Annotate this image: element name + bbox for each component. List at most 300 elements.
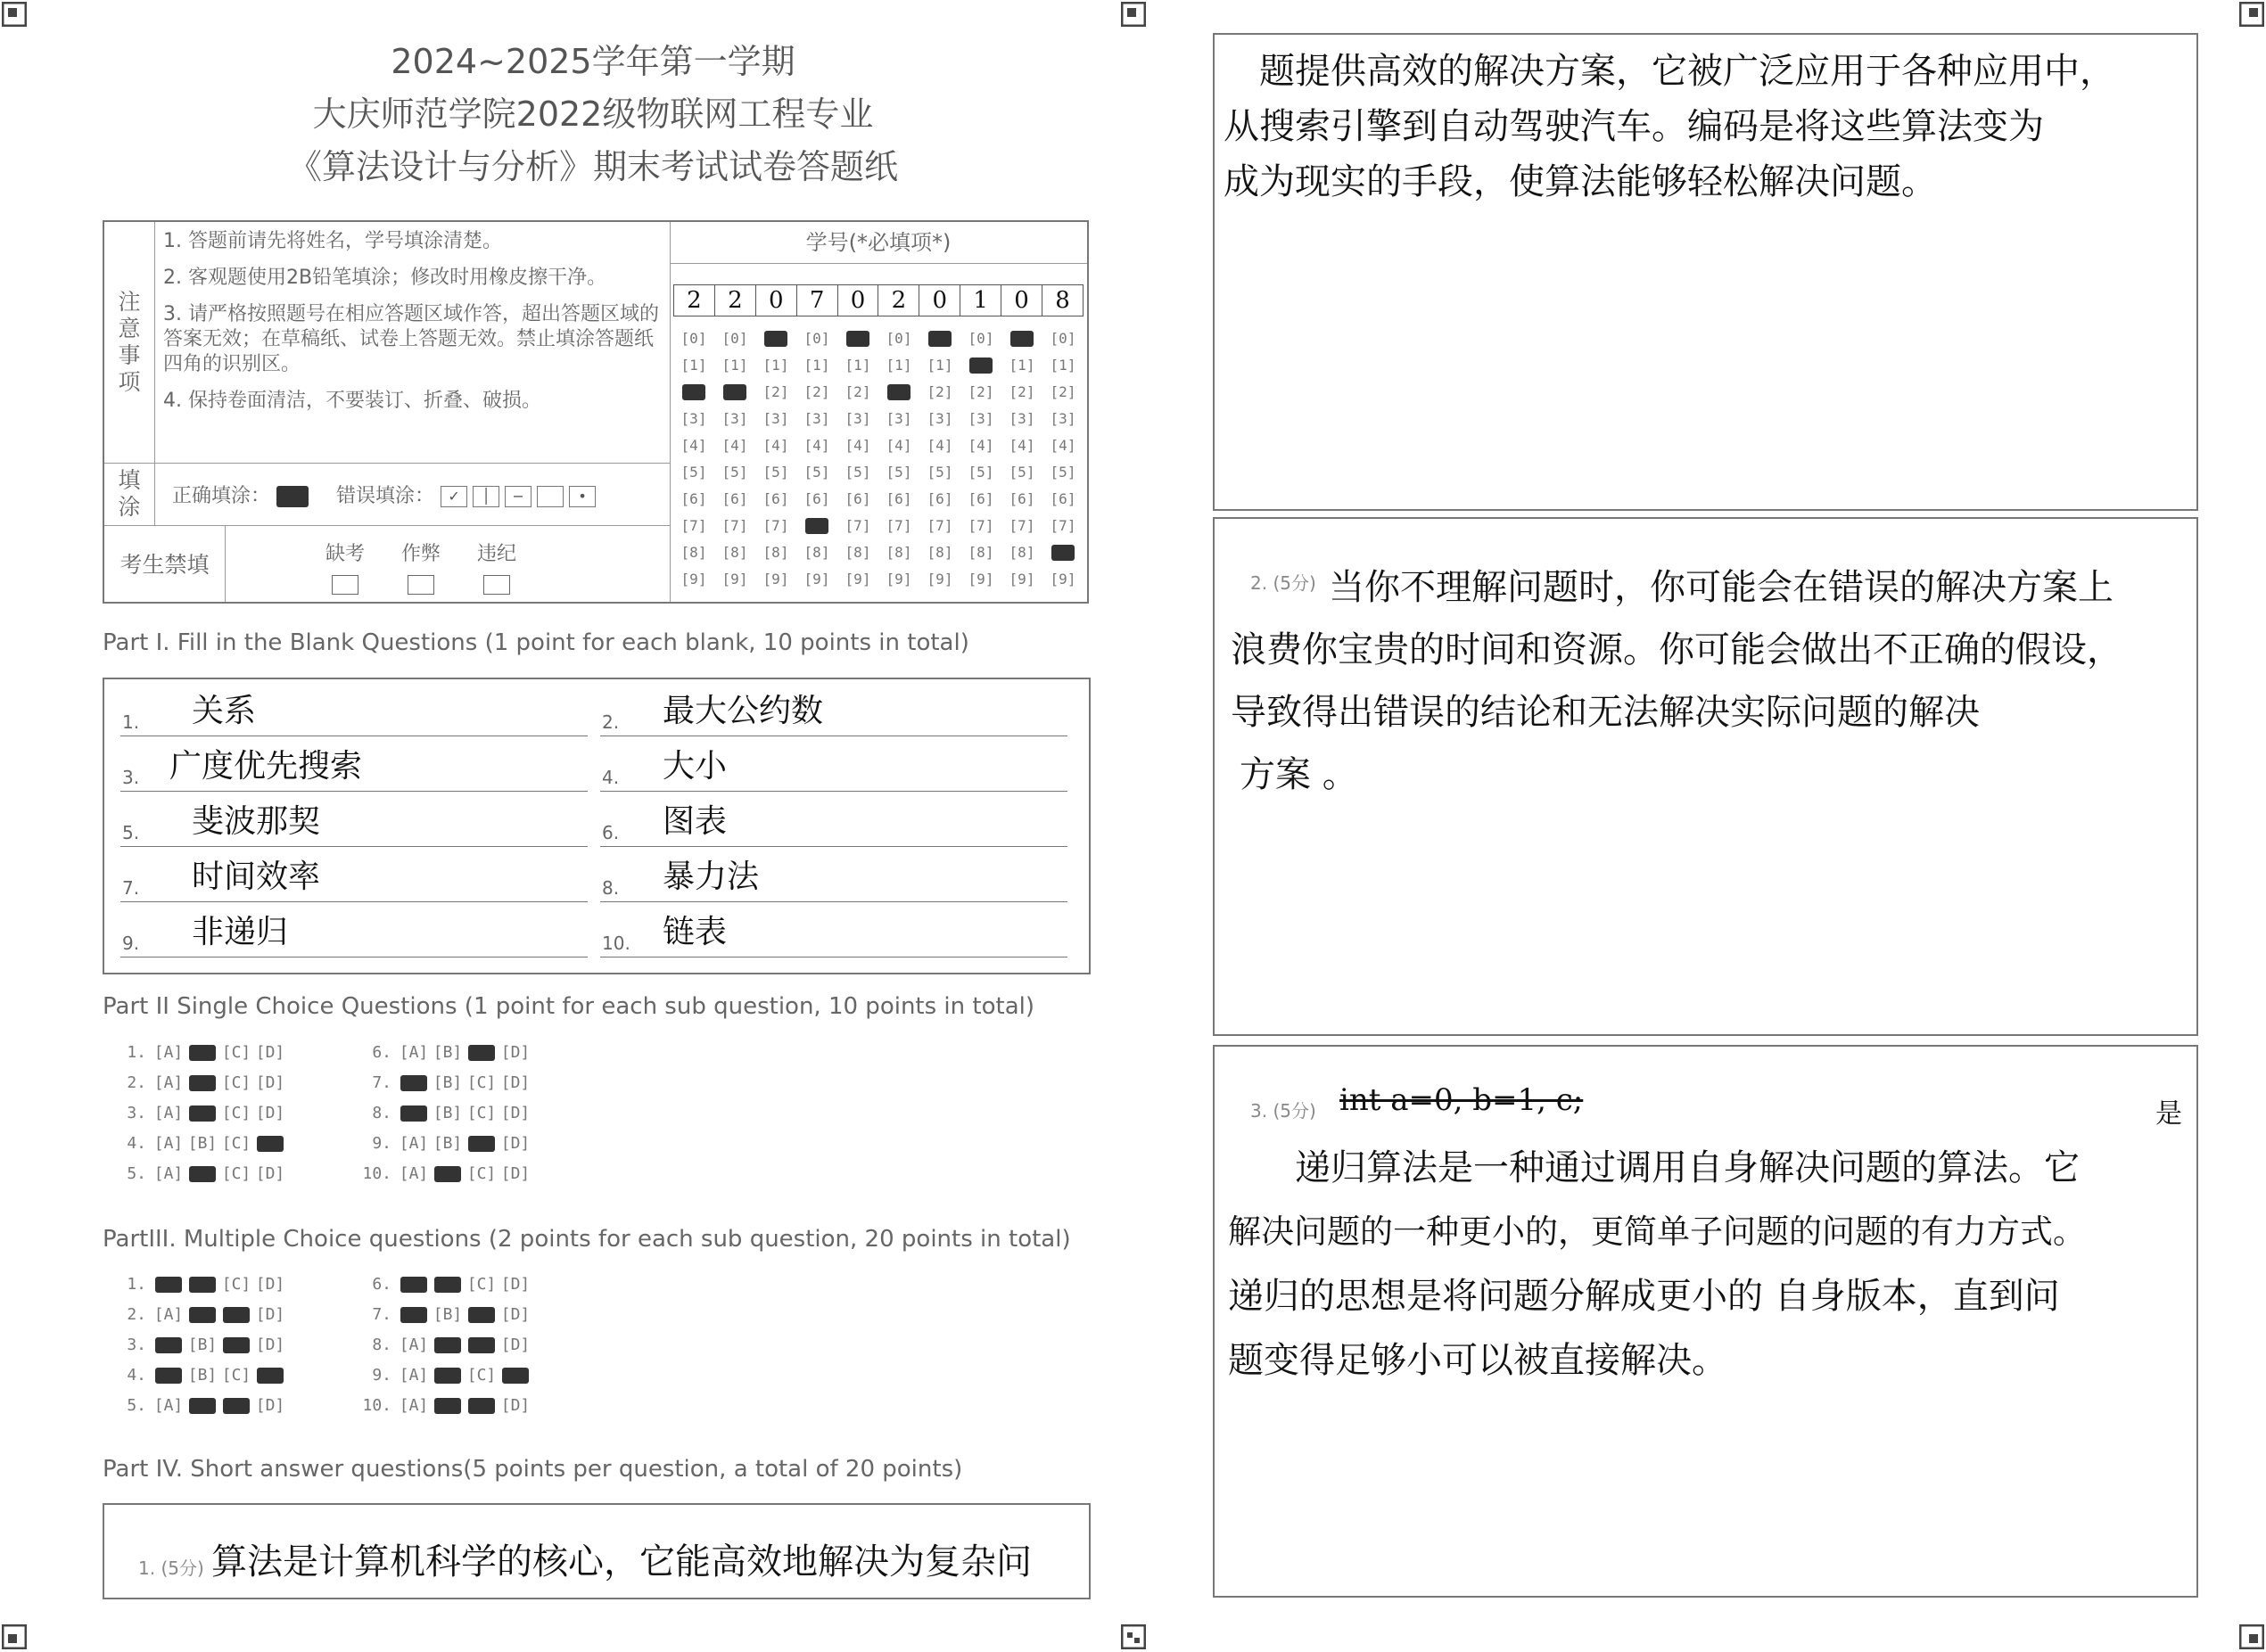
filled-bubble-icon [189, 1105, 216, 1122]
filled-bubble-icon [189, 1166, 216, 1182]
choice-bubble[interactable]: [D] [500, 1275, 531, 1294]
q3-box [1213, 1045, 2198, 1598]
student-id-digit: 1 [960, 285, 1001, 316]
blank-answer-row [120, 742, 588, 795]
student-id-bubble[interactable]: [2] [845, 382, 871, 400]
choice-bubble[interactable]: [A] [153, 1073, 184, 1092]
student-id-bubble[interactable]: [7] [927, 516, 953, 534]
filled-bubble-icon [434, 1277, 461, 1293]
student-id-bubble[interactable]: [5] [1050, 463, 1076, 481]
choice-bubble[interactable]: [A] [153, 1104, 184, 1122]
student-id-bubble[interactable]: [7] [680, 516, 707, 534]
wrong-fill-label: 错误填涂： [336, 485, 435, 507]
choice-question-row [361, 1305, 532, 1324]
choice-bubble-filled[interactable] [185, 1396, 219, 1415]
student-id-bubble[interactable]: [9] [762, 570, 789, 588]
choice-bubble-filled[interactable] [185, 1164, 219, 1183]
blank-underline [600, 957, 1067, 958]
student-id-bubble-filled[interactable] [919, 325, 960, 351]
student-id-bubble[interactable]: [0] [803, 329, 830, 347]
choice-bubble-filled[interactable] [431, 1164, 465, 1183]
part3-title: PartIII. Multiple Choice questions (2 points for each sub question, 20 points in total) [103, 1226, 1071, 1253]
student-id-bubble[interactable]: [0] [680, 329, 707, 347]
filled-bubble-icon [276, 486, 309, 507]
choice-bubble[interactable]: [A] [153, 1305, 184, 1324]
choice-question-row [116, 1134, 287, 1153]
choice-bubble-filled[interactable] [219, 1336, 253, 1354]
choice-bubble-filled[interactable] [397, 1073, 431, 1092]
student-id-bubble[interactable]: [7] [762, 516, 789, 534]
choice-bubble[interactable]: [D] [255, 1104, 285, 1122]
notices-list [163, 229, 663, 425]
filled-bubble-icon [434, 1166, 461, 1182]
filled-bubble-icon [155, 1368, 182, 1384]
filled-bubble-icon [189, 1277, 216, 1293]
student-id-bubble[interactable]: [8] [968, 543, 994, 561]
part4-q1-box [103, 1503, 1091, 1599]
blank-answer-row [120, 797, 588, 851]
student-id-bubble[interactable]: [3] [680, 409, 707, 427]
filled-bubble-icon [1051, 545, 1075, 561]
choice-bubble[interactable]: [D] [500, 1134, 531, 1153]
notice-item: 1. 答题前请先将姓名，学号填涂清楚。 [163, 230, 502, 252]
blank-answer-text: 关系 [192, 693, 257, 729]
choice-bubble-filled[interactable] [431, 1366, 465, 1385]
exam-term: 2024~2025学年第一学期 [391, 42, 795, 81]
student-id-bubble[interactable]: [9] [968, 570, 994, 588]
student-id-digit: 2 [878, 285, 919, 316]
choice-bubble[interactable]: [A] [153, 1043, 184, 1062]
choice-bubble[interactable]: [C] [466, 1104, 497, 1122]
blank-underline [600, 846, 1067, 847]
choice-bubble[interactable]: [A] [399, 1396, 429, 1415]
student-id-bubble[interactable]: [3] [1050, 409, 1076, 427]
choice-question-row [116, 1336, 287, 1354]
choice-bubble[interactable]: [A] [399, 1164, 429, 1183]
filled-bubble-icon [846, 331, 869, 347]
student-id-bubble-filled[interactable] [755, 325, 796, 351]
student-id-digit: 0 [837, 285, 878, 316]
q1-continued-text: 题提供高效的解决方案，它被广泛应用于各种应用中， 从搜索引擎到自动驾驶汽车。编码是将这些算法变为 成为现实的手段，使算法能够轻松解决问题。 [1224, 51, 2115, 202]
student-id-bubble[interactable]: [4] [680, 436, 707, 454]
choice-bubble[interactable]: [D] [500, 1336, 531, 1354]
student-id-digit: 0 [755, 285, 796, 316]
student-id-bubble[interactable]: [3] [1009, 409, 1035, 427]
choice-bubble[interactable]: [A] [399, 1043, 429, 1062]
blank-number: 7. [122, 877, 140, 899]
filled-bubble-icon [189, 1075, 216, 1091]
student-id-bubble-filled[interactable] [796, 512, 837, 538]
corner-marker-icon [2239, 2, 2264, 27]
student-id-bubble[interactable]: [0] [886, 329, 912, 347]
choice-bubble[interactable]: [A] [399, 1134, 429, 1153]
choice-bubble[interactable]: [A] [153, 1396, 184, 1415]
choice-bubble-filled[interactable] [465, 1305, 499, 1324]
blank-underline [600, 901, 1067, 902]
choice-bubble-filled[interactable] [465, 1336, 499, 1354]
choice-bubble-filled[interactable] [185, 1073, 219, 1092]
choice-question-number: 3. [127, 1336, 146, 1354]
choice-bubble[interactable]: [C] [221, 1104, 251, 1122]
blank-number: 10. [602, 933, 630, 954]
filled-bubble-icon [434, 1337, 461, 1353]
student-id-bubble[interactable]: [2] [1050, 382, 1076, 400]
choice-bubble-filled[interactable] [465, 1396, 499, 1415]
blank-underline [600, 791, 1067, 792]
filled-bubble-icon [223, 1337, 250, 1353]
student-id-bubble[interactable]: [4] [1050, 436, 1076, 454]
student-id-bubble[interactable]: [1] [927, 356, 953, 374]
student-id-bubble-filled[interactable] [1042, 538, 1084, 565]
student-id-bubble[interactable]: [5] [968, 463, 994, 481]
fill-example [172, 481, 601, 508]
blank-answer-row [120, 686, 588, 740]
choice-bubble-filled[interactable] [219, 1305, 253, 1324]
student-id-bubble[interactable]: [8] [721, 543, 748, 561]
choice-question-row [116, 1073, 287, 1092]
dash-icon: − [505, 486, 531, 507]
blank-answer-row [600, 686, 1067, 740]
student-id-bubble[interactable]: [7] [886, 516, 912, 534]
filled-bubble-icon [155, 1277, 182, 1293]
choice-bubble-filled[interactable] [431, 1396, 465, 1415]
blank-underline [120, 901, 588, 902]
choice-bubble[interactable]: [D] [255, 1043, 285, 1062]
choice-bubble-filled[interactable] [185, 1104, 219, 1122]
student-id-bubble[interactable]: [5] [927, 463, 953, 481]
choice-question-row [116, 1366, 287, 1385]
blank-answer-text: 大小 [663, 748, 728, 785]
student-id-bubble[interactable]: [3] [803, 409, 830, 427]
choice-bubble[interactable]: [A] [399, 1336, 429, 1354]
choice-bubble[interactable]: [B] [433, 1305, 463, 1324]
corner-marker-icon [1121, 1624, 1146, 1649]
student-id-bubble-filled[interactable] [714, 378, 755, 405]
student-id-bubble[interactable]: [5] [845, 463, 871, 481]
fill-label-cell [104, 463, 155, 525]
student-id-bubble[interactable]: [1] [762, 356, 789, 374]
choice-bubble[interactable]: [D] [255, 1305, 285, 1324]
choice-bubble-filled[interactable] [185, 1275, 219, 1294]
q3-side-note: 是 [2155, 1098, 2182, 1130]
student-id-handwritten [673, 284, 1084, 316]
choice-bubble[interactable]: [D] [500, 1043, 531, 1062]
page-title: 《算法设计与分析》期末考试试卷答题纸 [287, 147, 898, 186]
filled-bubble-icon [257, 1136, 284, 1152]
choice-question-number: 7. [372, 1073, 391, 1092]
student-id-bubble[interactable]: [3] [845, 409, 871, 427]
part3-bubbles [103, 1275, 638, 1426]
choice-bubble[interactable]: [D] [500, 1073, 531, 1092]
blank-answer-text: 图表 [663, 803, 728, 840]
student-id-bubble[interactable]: [6] [721, 489, 748, 507]
forbidden-checkbox[interactable] [483, 575, 510, 595]
student-id-bubble[interactable]: [9] [1009, 570, 1035, 588]
forbidden-checkbox[interactable] [332, 575, 358, 595]
blank-answer-row [600, 908, 1067, 961]
part2-bubbles [103, 1043, 638, 1195]
student-id-bubble[interactable]: [6] [680, 489, 707, 507]
student-id-bubble[interactable]: [7] [1050, 516, 1076, 534]
q1-score: 1. (5分) [138, 1557, 204, 1579]
student-id-bubble[interactable]: [4] [886, 436, 912, 454]
choice-bubble[interactable]: [B] [187, 1366, 218, 1385]
blank-answer-row [120, 852, 588, 906]
choice-question-number: 3. [127, 1104, 146, 1122]
filled-bubble-icon [1010, 331, 1034, 347]
student-id-bubble-filled[interactable] [1001, 325, 1042, 351]
q2-box [1213, 517, 2198, 1036]
filled-bubble-icon [400, 1105, 427, 1122]
q2-score: 2. (5分) [1250, 572, 1316, 594]
choice-bubble-filled[interactable] [253, 1134, 287, 1153]
choice-bubble[interactable]: [C] [466, 1073, 497, 1092]
student-id-bubble[interactable]: [1] [1009, 356, 1035, 374]
blank-answer-text: 非递归 [192, 914, 289, 950]
choice-bubble-filled[interactable] [397, 1275, 431, 1294]
choice-bubble[interactable]: [C] [221, 1073, 251, 1092]
student-id-bubble[interactable]: [9] [721, 570, 748, 588]
q3-answer-text: 递归算法是一种通过调用自身解决问题的算法。它 解决问题的一种更小的，更简单子问题的问题的有力方式。 递归的思想是将问题分解成更小的 自身版本，直到问 题变得足够小可以被直接解决。 [1228, 1147, 2086, 1381]
student-id-bubble[interactable]: [5] [680, 463, 707, 481]
choice-bubble-filled[interactable] [219, 1396, 253, 1415]
choice-bubble-filled[interactable] [465, 1134, 499, 1153]
student-id-bubble[interactable]: [2] [927, 382, 953, 400]
choice-bubble-filled[interactable] [185, 1043, 219, 1062]
choice-bubble-filled[interactable] [431, 1275, 465, 1294]
choice-bubble[interactable]: [B] [433, 1104, 463, 1122]
blank-answer-text: 时间效率 [192, 859, 321, 895]
student-id-bubble[interactable]: [9] [927, 570, 953, 588]
choice-bubble-filled[interactable] [185, 1305, 219, 1324]
filled-bubble-icon [400, 1307, 427, 1323]
choice-question-row [361, 1275, 532, 1294]
blank-answer-row [600, 852, 1067, 906]
filled-bubble-icon [189, 1307, 216, 1323]
student-id-digit: 0 [919, 285, 960, 316]
choice-question-number: 7. [372, 1305, 391, 1324]
choice-bubble-filled[interactable] [431, 1336, 465, 1354]
student-id-bubble[interactable]: [3] [968, 409, 994, 427]
student-id-bubble[interactable]: [8] [762, 543, 789, 561]
blank-number: 1. [122, 711, 140, 733]
choice-bubble[interactable]: [A] [399, 1366, 429, 1385]
student-id-bubble[interactable]: [1] [721, 356, 748, 374]
student-id-bubble[interactable]: [9] [1050, 570, 1076, 588]
student-id-bubble[interactable]: [4] [762, 436, 789, 454]
filled-bubble-icon [434, 1368, 461, 1384]
part2-title: Part II Single Choice Questions (1 point for each sub question, 10 points in total) [103, 993, 1034, 1020]
student-id-bubble[interactable]: [9] [680, 570, 707, 588]
choice-bubble[interactable]: [D] [500, 1305, 531, 1324]
student-id-bubble[interactable]: [3] [927, 409, 953, 427]
choice-bubble-filled[interactable] [152, 1336, 185, 1354]
student-id-bubble[interactable]: [1] [1050, 356, 1076, 374]
blank-underline [120, 957, 588, 958]
forbidden-checkbox[interactable] [408, 575, 434, 595]
choice-bubble-filled[interactable] [397, 1305, 431, 1324]
choice-question-row [116, 1275, 287, 1294]
blank-underline [120, 791, 588, 792]
student-id-bubble[interactable]: [8] [803, 543, 830, 561]
choice-bubble[interactable]: [D] [500, 1164, 531, 1183]
student-id-bubble[interactable]: [9] [803, 570, 830, 588]
choice-bubble[interactable]: [C] [221, 1134, 251, 1153]
choice-bubble-filled[interactable] [152, 1275, 185, 1294]
choice-bubble-filled[interactable] [152, 1366, 185, 1385]
corner-marker-icon [1121, 2, 1146, 27]
blank-number: 5. [122, 822, 140, 843]
student-id-bubble[interactable]: [2] [762, 382, 789, 400]
choice-bubble[interactable]: [C] [221, 1164, 251, 1183]
blank-answer-text: 斐波那契 [192, 803, 321, 840]
student-id-bubble-filled[interactable] [837, 325, 878, 351]
student-id-bubble-filled[interactable] [673, 378, 714, 405]
student-id-bubble[interactable]: [1] [680, 356, 707, 374]
student-id-bubble[interactable]: [1] [845, 356, 871, 374]
choice-bubble-filled[interactable] [253, 1366, 287, 1385]
student-id-bubble[interactable]: [9] [845, 570, 871, 588]
student-id-bubble[interactable]: [7] [968, 516, 994, 534]
filled-bubble-icon [400, 1075, 427, 1091]
notice-item: 4. 保持卷面清洁，不要装订、折叠、破损。 [163, 390, 541, 412]
choice-bubble-filled[interactable] [499, 1366, 532, 1385]
student-id-bubble[interactable]: [0] [721, 329, 748, 347]
corner-marker-icon [2239, 1624, 2264, 1649]
q3-struck-text: int a=0, b=1, c; [1339, 1082, 1584, 1118]
choice-bubble[interactable]: [C] [466, 1366, 497, 1385]
blank-answer-row [600, 742, 1067, 795]
student-id-bubble[interactable]: [4] [968, 436, 994, 454]
forbidden-option-violation: 违纪 [470, 538, 523, 595]
choice-bubble[interactable]: [B] [433, 1073, 463, 1092]
student-id-bubble[interactable]: [0] [1050, 329, 1076, 347]
choice-question-number: 4. [127, 1366, 146, 1385]
filled-bubble-icon [764, 331, 787, 347]
choice-bubble[interactable]: [D] [255, 1275, 285, 1294]
choice-bubble-filled[interactable] [397, 1104, 431, 1122]
student-id-bubble[interactable]: [2] [1009, 382, 1035, 400]
student-id-bubble[interactable]: [7] [1009, 516, 1035, 534]
student-id-bubble[interactable]: [1] [803, 356, 830, 374]
student-id-bubble[interactable]: [8] [927, 543, 953, 561]
choice-bubble[interactable]: [D] [500, 1104, 531, 1122]
student-id-bubble[interactable]: [4] [803, 436, 830, 454]
student-id-bubble[interactable]: [5] [803, 463, 830, 481]
student-id-bubble[interactable]: [8] [886, 543, 912, 561]
student-id-bubble[interactable]: [3] [721, 409, 748, 427]
student-id-bubble[interactable]: [6] [927, 489, 953, 507]
filled-bubble-icon [189, 1045, 216, 1061]
student-id-bubble[interactable]: [6] [968, 489, 994, 507]
choice-bubble[interactable]: [B] [187, 1336, 218, 1354]
choice-bubble[interactable]: [A] [153, 1164, 184, 1183]
choice-bubble[interactable]: [D] [255, 1396, 285, 1415]
student-id-bubble-filled[interactable] [960, 351, 1001, 378]
student-id-bubble[interactable]: [6] [1050, 489, 1076, 507]
student-id-bubble[interactable]: [5] [721, 463, 748, 481]
student-id-bubble[interactable]: [8] [845, 543, 871, 561]
student-id-bubble[interactable]: [6] [886, 489, 912, 507]
blank-number: 8. [602, 877, 620, 899]
choice-question-row [361, 1043, 532, 1062]
choice-bubble[interactable]: [D] [255, 1073, 285, 1092]
student-id-bubble[interactable]: [7] [721, 516, 748, 534]
forbidden-label: 考生禁填 [119, 552, 210, 578]
student-id-bubble[interactable]: [5] [886, 463, 912, 481]
blank-number: 3. [122, 767, 140, 788]
choice-question-number: 8. [372, 1104, 391, 1122]
choice-bubble[interactable]: [C] [221, 1366, 251, 1385]
q1-continued-box [1213, 33, 2198, 511]
notices-label: 注意事项 [118, 289, 141, 395]
student-id-bubble[interactable]: [9] [886, 570, 912, 588]
choice-question-number: 2. [127, 1305, 146, 1324]
student-id-digit: 2 [674, 285, 715, 316]
student-id-bubble[interactable]: [5] [762, 463, 789, 481]
choice-bubble[interactable]: [C] [221, 1275, 251, 1294]
student-id-bubble-filled[interactable] [878, 378, 919, 405]
choice-bubble[interactable]: [C] [466, 1275, 497, 1294]
choice-bubble[interactable]: [B] [187, 1134, 218, 1153]
forbidden-option-cheat: 作弊 [394, 538, 448, 595]
choice-bubble[interactable]: [D] [255, 1164, 285, 1183]
blank-answer-text: 链表 [663, 914, 728, 950]
choice-bubble[interactable]: [D] [255, 1336, 285, 1354]
forbidden-option-absent: 缺考 [318, 538, 372, 595]
student-id-bubble[interactable]: [8] [1009, 543, 1035, 561]
student-id-bubble[interactable]: [6] [1009, 489, 1035, 507]
filled-bubble-icon [400, 1277, 427, 1293]
notice-item: 2. 客观题使用2B铅笔填涂；修改时用橡皮擦干净。 [163, 267, 607, 289]
student-id-bubble[interactable]: [3] [886, 409, 912, 427]
student-id-bubble[interactable]: [4] [845, 436, 871, 454]
filled-bubble-icon [723, 384, 746, 400]
student-id-bubble[interactable]: [2] [803, 382, 830, 400]
choice-bubble[interactable]: [D] [500, 1396, 531, 1415]
student-id-bubble[interactable]: [4] [721, 436, 748, 454]
student-id-bubble[interactable]: [0] [968, 329, 994, 347]
choice-bubble[interactable]: [C] [221, 1043, 251, 1062]
student-id-bubble[interactable]: [5] [1009, 463, 1035, 481]
choice-bubble[interactable]: [B] [433, 1134, 463, 1153]
student-id-bubble[interactable]: [3] [762, 409, 789, 427]
q1-answer-text: 算法是计算机科学的核心，它能高效地解决为复杂问 [211, 1541, 1032, 1582]
student-id-bubble[interactable]: [2] [968, 382, 994, 400]
student-id-bubble[interactable]: [6] [762, 489, 789, 507]
choice-question-number: 1. [127, 1043, 146, 1062]
blank-answer-row [120, 908, 588, 961]
filled-bubble-icon [682, 384, 705, 400]
blank-number: 6. [602, 822, 620, 843]
student-id-bubble[interactable]: [6] [845, 489, 871, 507]
student-id-bubble[interactable]: [7] [845, 516, 871, 534]
student-id-bubble[interactable]: [1] [886, 356, 912, 374]
choice-bubble[interactable]: [A] [153, 1134, 184, 1153]
choice-question-number: 9. [372, 1366, 391, 1385]
student-id-bubble[interactable]: [4] [927, 436, 953, 454]
choice-bubble-filled[interactable] [465, 1043, 499, 1062]
choice-bubble[interactable]: [B] [433, 1043, 463, 1062]
filled-bubble-icon [805, 518, 828, 534]
student-id-bubble[interactable]: [8] [680, 543, 707, 561]
student-id-digit: 2 [714, 285, 755, 316]
student-id-bubble[interactable]: [6] [803, 489, 830, 507]
choice-bubble[interactable]: [C] [466, 1164, 497, 1183]
student-id-bubble[interactable]: [4] [1009, 436, 1035, 454]
student-id-digit: 7 [796, 285, 837, 316]
student-id-digit: 0 [1001, 285, 1042, 316]
